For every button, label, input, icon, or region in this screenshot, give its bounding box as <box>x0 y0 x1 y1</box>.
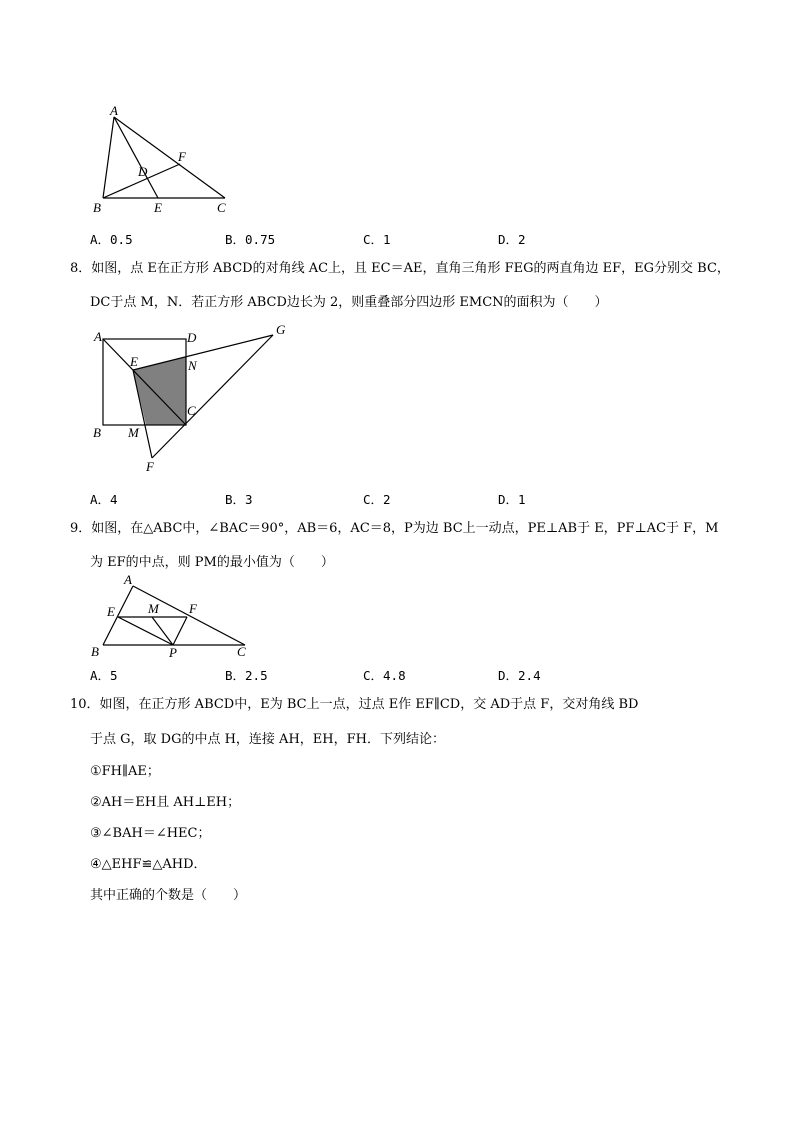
q8-label-b: B <box>93 425 101 440</box>
q7-label-c: C <box>217 200 226 215</box>
q7-label-f: F <box>178 149 186 164</box>
q7-label-d: D <box>138 164 148 179</box>
q9-option-c: C．4.8 <box>363 668 406 683</box>
q8-option-b: B．3 <box>225 492 253 507</box>
q8-option-a: A．4 <box>90 492 118 507</box>
q8-figure <box>85 318 300 478</box>
q9-label-c: C <box>237 644 246 659</box>
q8-label-c: C <box>187 403 196 418</box>
q8-label-g: G <box>276 322 286 337</box>
q10-stem-line1: 10．如图，在正方形 ABCD中，E为 BC上一点，过点 E作 EF∥CD，交 AD于点 F，交对角线 BD <box>70 697 639 712</box>
q7-label-a: A <box>110 103 118 118</box>
q7-figure <box>85 100 245 220</box>
q9-option-d: D．2.4 <box>498 668 541 683</box>
q8-options <box>90 490 650 506</box>
q8-label-m: M <box>128 425 139 440</box>
q7-options <box>90 230 650 246</box>
q10-conclusion-1: ①FH∥AE； <box>90 764 160 779</box>
q8-label-a: A <box>94 329 102 344</box>
q10-closing: 其中正确的个数是（ ） <box>90 888 247 903</box>
q9-stem-line2: 为 EF的中点，则 PM的最小值为（ ） <box>90 555 334 570</box>
q9-label-b: B <box>91 644 99 659</box>
q9-label-f: F <box>189 601 197 616</box>
q8-option-c: C．2 <box>363 492 391 507</box>
q9-label-e: E <box>107 604 115 619</box>
q9-options <box>90 666 650 682</box>
q7-option-c: C．1 <box>363 232 391 247</box>
q8-stem-line1: 8．如图，点 E在正方形 ABCD的对角线 AC上，且 EC＝AE，直角三角形 FEG的两直角边 EF，EG分别交 BC， <box>70 261 730 276</box>
q8-option-d: D．1 <box>498 492 526 507</box>
q8-label-n: N <box>188 358 197 373</box>
q9-label-a: A <box>124 572 132 587</box>
q9-option-a: A．5 <box>90 668 118 683</box>
q8-label-e: E <box>130 354 138 369</box>
q9-figure <box>85 570 260 662</box>
q9-label-p: P <box>169 645 177 660</box>
q10-stem-line2: 于点 G，取 DG的中点 H，连接 AH，EH，FH．下列结论： <box>90 732 445 747</box>
q10-conclusion-2: ②AH＝EH且 AH⊥EH； <box>90 795 241 810</box>
q7-option-d: D．2 <box>498 232 526 247</box>
q10-conclusion-3: ③∠BAH＝∠HEC； <box>90 826 211 841</box>
q9-option-b: B．2.5 <box>225 668 268 683</box>
q8-label-d: D <box>187 330 197 345</box>
q9-label-m: M <box>148 601 159 616</box>
q9-stem-line1: 9．如图，在△ABC中，∠BAC＝90°，AB＝6，AC＝8，P为边 BC上一动点，PE⊥AB于 E，PF⊥AC于 F，M <box>70 521 719 536</box>
q7-option-b: B．0.75 <box>225 232 276 247</box>
q7-label-b: B <box>93 200 101 215</box>
q10-conclusion-4: ④△EHF≌△AHD． <box>90 857 207 872</box>
q7-label-e: E <box>154 200 162 215</box>
q8-label-f: F <box>146 459 154 474</box>
q7-option-a: A．0.5 <box>90 232 133 247</box>
q8-stem-line2: DC于点 M，N．若正方形 ABCD边长为 2，则重叠部分四边形 EMCN的面积为（ ） <box>90 295 608 310</box>
